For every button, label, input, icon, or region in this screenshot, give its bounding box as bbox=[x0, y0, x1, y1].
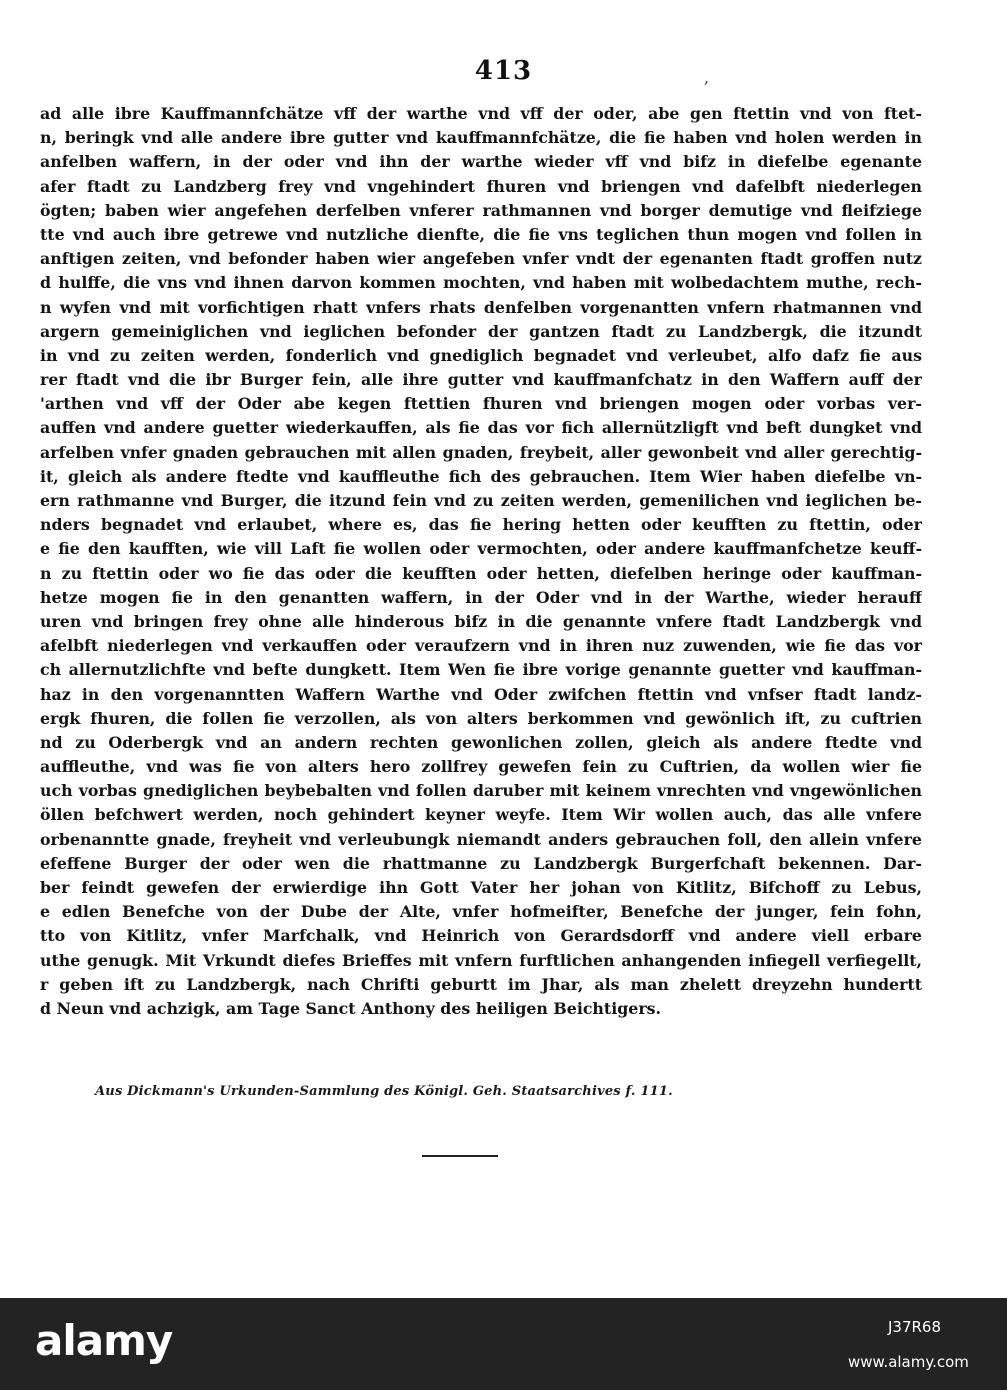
stock-footer-bar bbox=[0, 1298, 1007, 1390]
text-line: öllen befchwert werden, noch gehindert keyner weyfe. Item Wir wollen auch, das alle vnfere bbox=[40, 805, 922, 825]
text-line: nd zu Oderbergk vnd an andern rechten gewonlichen zollen, gleich als andere ftedte vnd bbox=[40, 732, 922, 752]
text-line: ern rathmanne vnd Burger, die itzund fein vnd zu zeiten werden, gemenilichen vnd ieglichen be- bbox=[40, 491, 922, 510]
text-line: n, beringk vnd alle andere ibre gutter vnd kauffmannfchätze, die fie haben vnd holen werden in bbox=[40, 128, 922, 148]
text-line: anfelben waffern, in der oder vnd ihn der warthe wieder vff vnd bifz in diefelbe egenante bbox=[40, 152, 922, 172]
text-line: ber feindt gewefen der erwierdige ihn Gott Vater her johan von Kitlitz, Bifchoff zu Lebus, bbox=[40, 878, 922, 897]
text-line: e edlen Benefche von der Dube der Alte, vnfer hofmeifter, Benefche der junger, fein fohn, bbox=[40, 902, 922, 922]
text-line: afer ftadt zu Landzberg frey vnd vngehindert fhuren vnd briengen vnd dafelbft niederlegen bbox=[40, 176, 922, 196]
text-line: e fie den kaufften, wie vill Laft fie wollen oder vermochten, oder andere kauffmanfchetze keuff- bbox=[40, 539, 922, 559]
text-line: hetze mogen fie in den genantten waffern, in der Oder vnd in der Warthe, wieder herauff bbox=[40, 587, 922, 607]
text-line: ergk fhuren, die follen fie verzollen, als von alters berkommen vnd gewönlich ift, zu cuftrien bbox=[40, 708, 922, 728]
text-line: anftigen zeiten, vnd befonder haben wier angefeben vnfer vndt der egenanten ftadt groffen nutz bbox=[40, 249, 922, 269]
text-line: ad alle ibre Kauffmannfchätze vff der warthe vnd vff der oder, abe gen ftettin vnd von ftet- bbox=[40, 104, 922, 123]
stock-image-id: J37R68 bbox=[888, 1318, 942, 1336]
stray-mark: , bbox=[704, 68, 710, 87]
text-line: auffen vnd andere guetter wiederkauffen, als fie das vor fich allernützligft vnd beft dungket vnd bbox=[40, 418, 922, 438]
text-line: haz in den vorgenanntten Waffern Warthe vnd Oder zwifchen ftettin vnd vnfser ftadt landz- bbox=[40, 684, 922, 704]
text-line: r geben ift zu Landzbergk, nach Chrifti geburtt im Jhar, als man zhelett dreyzehn hundertt bbox=[40, 974, 922, 994]
text-line: uch vorbas gnediglichen beybebalten vnd follen daruber mit keinem vnrechten vnd vngewönlichen bbox=[40, 781, 922, 801]
source-note: Aus Dickmann's Urkunden-Sammlung des Königl. Geh. Staatsarchives f. 111. bbox=[95, 1084, 673, 1099]
text-line: efeffene Burger der oder wen die rhattmanne zu Landzbergk Burgerfchaft bekennen. Dar- bbox=[40, 853, 922, 873]
text-line: d hulffe, die vns vnd ihnen darvon kommen mochten, vnd haben mit wolbedachtem muthe, rech- bbox=[40, 273, 922, 293]
text-line: nders begnadet vnd erlaubet, where es, das fie hering hetten oder keufften zu ftettin, oder bbox=[40, 515, 922, 535]
stock-url: www.alamy.com bbox=[848, 1353, 969, 1371]
text-line: uthe genugk. Mit Vrkundt diefes Brieffes mit vnfern furftlichen anhangenden infiegell verfiegellt, bbox=[40, 950, 922, 970]
text-line: orbenanntte gnade, freyheit vnd verleubungk niemandt anders gebrauchen foll, den allein vnfere bbox=[40, 829, 922, 849]
text-line: tto von Kitlitz, vnfer Marfchalk, vnd Heinrich von Gerardsdorff vnd andere viell erbare bbox=[40, 926, 922, 946]
end-rule bbox=[422, 1155, 498, 1157]
text-line: ögten; baben wier angefehen derfelben vnferer rathmannen vnd borger demutige vnd fleifziege bbox=[40, 200, 922, 220]
text-line: in vnd zu zeiten werden, fonderlich vnd gnediglich begnadet vnd verleubet, alfo dafz fie aus bbox=[40, 345, 922, 365]
body-text bbox=[40, 102, 922, 1021]
text-line: tte vnd auch ibre getrewe vnd nutzliche dienfte, die fie vns teglichen thun mogen vnd follen in bbox=[40, 224, 922, 244]
text-line: d Neun vnd achzigk, am Tage Sanct Anthony des heiligen Beichtigers. bbox=[40, 998, 662, 1018]
text-line: n wyfen vnd mit vorfichtigen rhatt vnfers rhats denfelben vorgenantten vnfern rhatmannen vnd bbox=[40, 297, 922, 317]
text-line: argern gemeiniglichen vnd ieglichen befonder der gantzen ftadt zu Landzbergk, die itzundt bbox=[40, 321, 922, 341]
text-line: 'arthen vnd vff der Oder abe kegen ftettien fhuren vnd briengen mogen oder vorbas ver- bbox=[40, 394, 922, 414]
text-line: afelbft niederlegen vnd verkauffen oder veraufzern vnd in ihren nuz zuwenden, wie fie das vor bbox=[40, 636, 922, 656]
text-line: rer ftadt vnd die ibr Burger fein, alle ihre gutter vnd kauffmanfchatz in den Waffern auff der bbox=[40, 370, 922, 390]
text-line: n zu ftettin oder wo fie das oder die keufften oder hetten, diefelben heringe oder kauffman- bbox=[40, 563, 922, 583]
text-line: it, gleich als andere ftedte vnd kauffleuthe fich des gebrauchen. Item Wier haben diefelbe vn- bbox=[40, 466, 922, 486]
text-line: auffleuthe, vnd was fie von alters hero zollfrey gewefen fein zu Cuftrien, da wollen wier fie bbox=[40, 757, 922, 777]
text-line: uren vnd bringen frey ohne alle hinderous bifz in die genannte vnfere ftadt Landzbergk vnd bbox=[40, 611, 922, 631]
stock-logo: alamy bbox=[35, 1316, 173, 1365]
text-line: arfelben vnfer gnaden gebrauchen mit allen gnaden, freybeit, aller gewonbeit vnd aller gerechtig- bbox=[40, 442, 922, 462]
text-line: ch allernutzlichfte vnd befte dungkett. Item Wen fie ibre vorige genannte guetter vnd kauffman- bbox=[40, 660, 922, 680]
page-number: 413 bbox=[474, 56, 533, 86]
